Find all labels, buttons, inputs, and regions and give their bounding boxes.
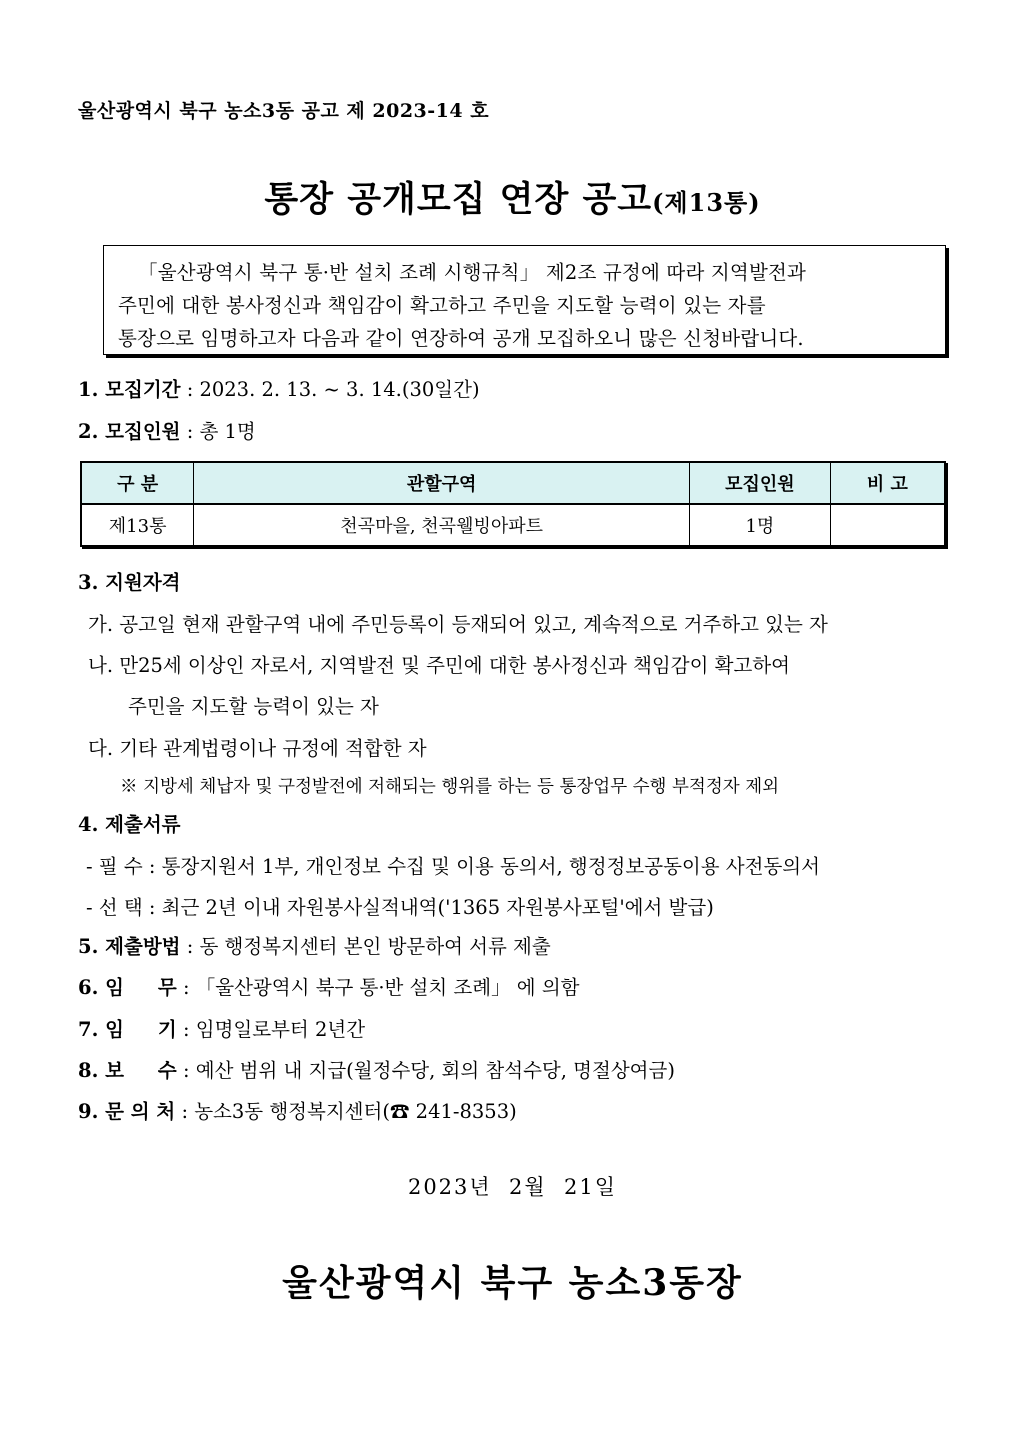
notice-number: 울산광역시 북구 농소3동 공고 제 2023-14 호 bbox=[78, 100, 490, 122]
section-duty bbox=[78, 972, 580, 1000]
contact-label: 9. 문 의 처 bbox=[78, 1100, 176, 1123]
period-value: : 2023. 2. 13. ~ 3. 14.(30일간) bbox=[180, 378, 480, 401]
section-term bbox=[78, 1014, 365, 1042]
qual-item: 나. 만25세 이상인 자로서, 지역발전 및 주민에 대한 봉사정신과 책임감이 확고하여 bbox=[88, 654, 790, 677]
contact-value: : 농소3동 행정복지센터(☎ 241-8353) bbox=[175, 1100, 517, 1123]
table-cell: 천곡마을, 천곡웰빙아파트 bbox=[194, 504, 690, 546]
table-header: 구 분 bbox=[81, 462, 194, 504]
count-value: : 총 1명 bbox=[180, 420, 256, 443]
section-method bbox=[78, 931, 551, 959]
section-pay bbox=[78, 1055, 675, 1083]
table-header: 비 고 bbox=[830, 462, 945, 504]
qual-item: 가. 공고일 현재 관할구역 내에 주민등록이 등재되어 있고, 계속적으로 거주하고 있는 자 bbox=[88, 613, 828, 636]
table-header: 모집인원 bbox=[690, 462, 831, 504]
table-cell bbox=[830, 504, 945, 546]
period-label: 1. 모집기간 bbox=[78, 378, 181, 401]
method-value: : 동 행정복지센터 본인 방문하여 서류 제출 bbox=[180, 935, 551, 958]
count-label: 2. 모집인원 bbox=[78, 420, 181, 443]
qual-item: 주민을 지도할 능력이 있는 자 bbox=[128, 695, 379, 718]
table-header: 관할구역 bbox=[194, 462, 690, 504]
qual-item: 다. 기타 관계법령이나 규정에 적합한 자 bbox=[88, 737, 427, 760]
method-label: 5. 제출방법 bbox=[78, 935, 181, 958]
title-suffix: (제13통) bbox=[652, 188, 761, 217]
title-main: 통장 공개모집 연장 공고 bbox=[264, 179, 653, 220]
page-title bbox=[0, 172, 1025, 222]
qual-note: ※ 지방세 체납자 및 구정발전에 저해되는 행위를 하는 등 통장업무 수행 부적정자 제외 bbox=[120, 777, 780, 797]
intro-line: 통장으로 임명하고자 다음과 같이 연장하여 공개 모집하오니 많은 신청바랍니다. bbox=[118, 327, 804, 350]
docs-label: 4. 제출서류 bbox=[78, 813, 181, 836]
duty-label: 6. 임 무 bbox=[78, 976, 177, 999]
recruitment-table bbox=[80, 461, 946, 547]
section-documents bbox=[78, 809, 181, 837]
table-header-row bbox=[81, 462, 945, 504]
table-cell: 제13통 bbox=[81, 504, 194, 546]
document-item: - 필 수 : 통장지원서 1부, 개인정보 수집 및 이용 동의서, 행정정보공동이용 사전동의서 bbox=[86, 855, 820, 878]
table-cell: 1명 bbox=[690, 504, 831, 546]
intro-line: 「울산광역시 북구 통·반 설치 조례 시행규칙」 제2조 규정에 따라 지역발전과 bbox=[138, 261, 807, 284]
section-count bbox=[78, 416, 256, 444]
section-contact bbox=[78, 1096, 517, 1124]
pay-label: 8. 보 수 bbox=[78, 1059, 177, 1082]
section-period bbox=[78, 374, 480, 402]
term-label: 7. 임 기 bbox=[78, 1018, 177, 1041]
pay-value: : 예산 범위 내 지급(월정수당, 회의 참석수당, 명절상여금) bbox=[176, 1059, 675, 1082]
table-row bbox=[81, 504, 945, 546]
document-item: - 선 택 : 최근 2년 이내 자원봉사실적내역('1365 자원봉사포털'에서 발급) bbox=[86, 896, 714, 919]
notice-date: 2023년 2월 21일 bbox=[407, 1175, 618, 1199]
term-value: : 임명일로부터 2년간 bbox=[176, 1018, 366, 1041]
qual-label: 3. 지원자격 bbox=[78, 571, 181, 594]
intro-box bbox=[103, 245, 946, 355]
signer: 울산광역시 북구 농소3동장 bbox=[282, 1262, 743, 1304]
section-qualifications bbox=[78, 567, 181, 595]
duty-value: : 「울산광역시 북구 통·반 설치 조례」 에 의함 bbox=[176, 976, 580, 999]
intro-line: 주민에 대한 봉사정신과 책임감이 확고하고 주민을 지도할 능력이 있는 자를 bbox=[118, 294, 766, 317]
